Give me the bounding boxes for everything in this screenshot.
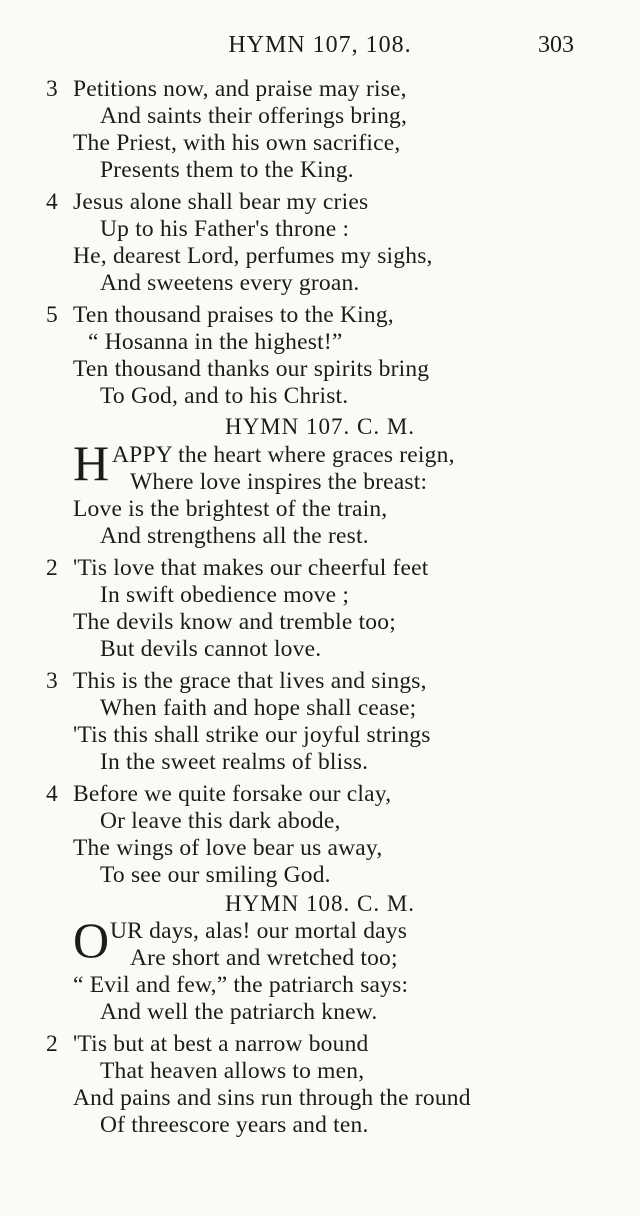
verse-line: Jesus alone shall bear my cries [73,189,369,215]
verse-number: 5 [46,302,58,328]
verse-line: Love is the brightest of the train, [73,496,388,522]
verse-line: Ten thousand praises to the King, [73,302,394,328]
verse-line: Where love inspires the breast: [130,469,428,495]
verse-line: 'Tis love that makes our cheerful feet [73,555,429,581]
verse-line: To God, and to his Christ. [100,383,349,409]
verse-line: Before we quite forsake our clay, [73,781,392,807]
drop-cap: H [73,435,110,491]
verse-line: When faith and hope shall cease; [100,695,417,721]
verse-line: Are short and wretched too; [130,945,398,971]
verse-line: And strengthens all the rest. [100,523,369,549]
verse-line: UR days, alas! our mortal days [110,918,408,944]
verse-line: 'Tis but at best a narrow bound [73,1031,369,1057]
verse-line: The devils know and tremble too; [73,609,396,635]
verse-line: 'Tis this shall strike our joyful strings [73,722,431,748]
verse-number: 4 [46,781,58,807]
verse-line: And pains and sins run through the round [73,1085,471,1111]
verse-line: To see our smiling God. [100,862,331,888]
verse-line: “ Hosanna in the highest!” [88,329,343,355]
verse-number: 2 [46,555,58,581]
verse-number: 2 [46,1031,58,1057]
hymn-title: HYMN 108. C. M. [224,891,416,916]
verse-number: 3 [46,76,58,102]
verse-line: Petitions now, and praise may rise, [73,76,407,102]
verse-line: And sweetens every groan. [100,270,360,296]
verse-line: Presents them to the King. [100,157,354,183]
hymn-title: HYMN 107. C. M. [224,414,416,439]
verse-line: That heaven allows to men, [100,1058,365,1084]
verse-line: Ten thousand thanks our spirits bring [73,356,430,382]
verse-line: Of threescore years and ten. [100,1112,369,1138]
verse-line: In the sweet realms of bliss. [100,749,369,775]
verse-line: The wings of love bear us away, [73,835,383,861]
page-number: 303 [538,32,574,58]
verse-number: 4 [46,189,58,215]
verse-line: This is the grace that lives and sings, [73,668,427,694]
verse-line: He, dearest Lord, perfumes my sighs, [73,243,433,269]
running-header: HYMN 107, 108. [228,32,412,58]
verse-line: And saints their offerings bring, [100,103,408,129]
verse-line: APPY the heart where graces reign, [112,442,455,468]
verse-line: And well the patriarch knew. [100,999,378,1025]
verse-number: 3 [46,668,58,694]
verse-line: In swift obedience move ; [100,582,350,608]
drop-cap: O [73,912,110,968]
verse-line: The Priest, with his own sacrifice, [73,130,401,156]
verse-line: Or leave this dark abode, [100,808,341,834]
verse-line: But devils cannot love. [100,636,322,662]
verse-line: Up to his Father's throne : [100,216,350,242]
verse-line: “ Evil and few,” the patriarch says: [73,972,409,998]
